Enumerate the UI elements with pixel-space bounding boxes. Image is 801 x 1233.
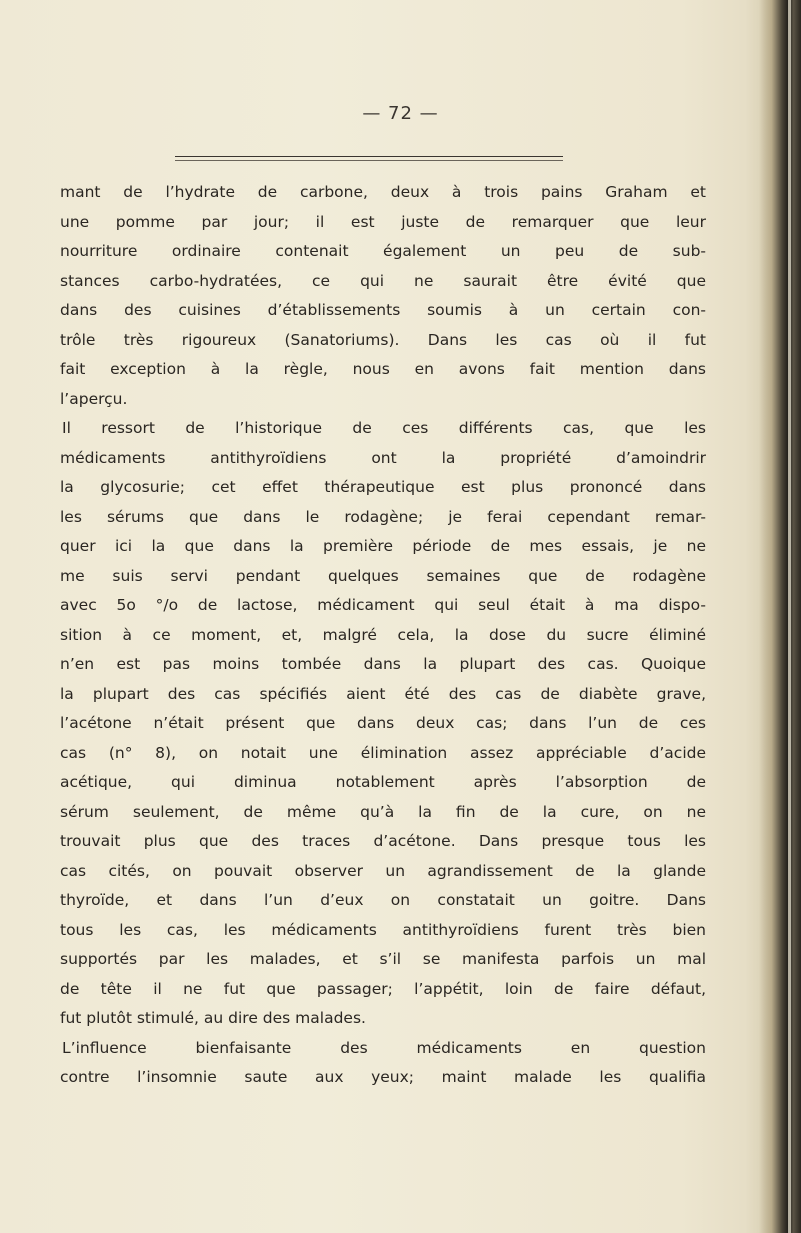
text-line: n’en est pas moins tombée dans la plupart des cas. Quoique xyxy=(60,655,706,673)
text-line: l’aperçu. xyxy=(60,389,128,408)
text-line: fait exception à la règle, nous en avons fait mention dans xyxy=(60,360,706,378)
text-line: me suis servi pendant quelques semaines que de rodagène xyxy=(60,566,706,585)
text-line: de tête il ne fut que passager; l’appétit, loin de faire défaut, xyxy=(60,979,706,998)
header-rule xyxy=(175,156,563,157)
text-line: trouvait plus que des traces d’acétone. Dans presque tous les xyxy=(60,832,706,850)
text-line: mant de l’hydrate de carbone, deux à trois pains Graham et xyxy=(60,183,706,201)
text-line: la plupart des cas spécifiés aient été des cas de diabète grave, xyxy=(60,684,706,703)
text-line: nourriture ordinaire contenait également un peu de sub- xyxy=(60,242,706,260)
text-line: avec 5o °/o de lactose, médicament qui seul était à ma dispo- xyxy=(60,596,706,614)
text-line: cas (n° 8), on notait une élimination assez appréciable d’acide xyxy=(60,743,706,762)
text-line: L’influence bienfaisante des médicaments en question xyxy=(62,1038,706,1057)
body-text xyxy=(60,178,706,1093)
page-number: — 72 — xyxy=(362,103,439,124)
text-line: sition à ce moment, et, malgré cela, la dose du sucre éliminé xyxy=(60,625,706,644)
text-line: l’acétone n’était présent que dans deux cas; dans l’un de ces xyxy=(60,714,706,732)
text-line: quer ici la que dans la première période de mes essais, je ne xyxy=(60,537,706,555)
text-line: trôle très rigoureux (Sanatoriums). Dans les cas où il fut xyxy=(60,330,706,349)
text-line: stances carbo-hydratées, ce qui ne saurait être évité que xyxy=(60,271,706,290)
text-line: supportés par les malades, et s’il se manifesta parfois un mal xyxy=(60,950,706,968)
text-line: les sérums que dans le rodagène; je ferai cependant remar- xyxy=(60,507,706,526)
text-line: tous les cas, les médicaments antithyroïdiens furent très bien xyxy=(60,920,706,939)
text-line: sérum seulement, de même qu’à la fin de la cure, on ne xyxy=(60,802,706,821)
text-line: acétique, qui diminua notablement après l’absorption de xyxy=(60,773,706,791)
text-line: dans des cuisines d’établissements soumis à un certain con- xyxy=(60,301,706,319)
text-line: cas cités, on pouvait observer un agrandissement de la glande xyxy=(60,861,706,880)
page-binding-edge xyxy=(788,0,791,1233)
text-line: fut plutôt stimulé, au dire des malades. xyxy=(60,1009,366,1027)
text-line: une pomme par jour; il est juste de remarquer que leur xyxy=(60,212,706,231)
text-line: contre l’insomnie saute aux yeux; maint malade les qualifia xyxy=(60,1068,706,1086)
text-line: Il ressort de l’historique de ces différents cas, que les xyxy=(62,419,706,437)
page-binding-shadow xyxy=(759,0,801,1233)
text-line: la glycosurie; cet effet thérapeutique est plus prononcé dans xyxy=(60,478,706,496)
header-rule-thin xyxy=(175,160,563,161)
text-line: médicaments antithyroïdiens ont la propriété d’amoindrir xyxy=(60,448,706,467)
text-line: thyroïde, et dans l’un d’eux on constatait un goitre. Dans xyxy=(60,891,706,909)
